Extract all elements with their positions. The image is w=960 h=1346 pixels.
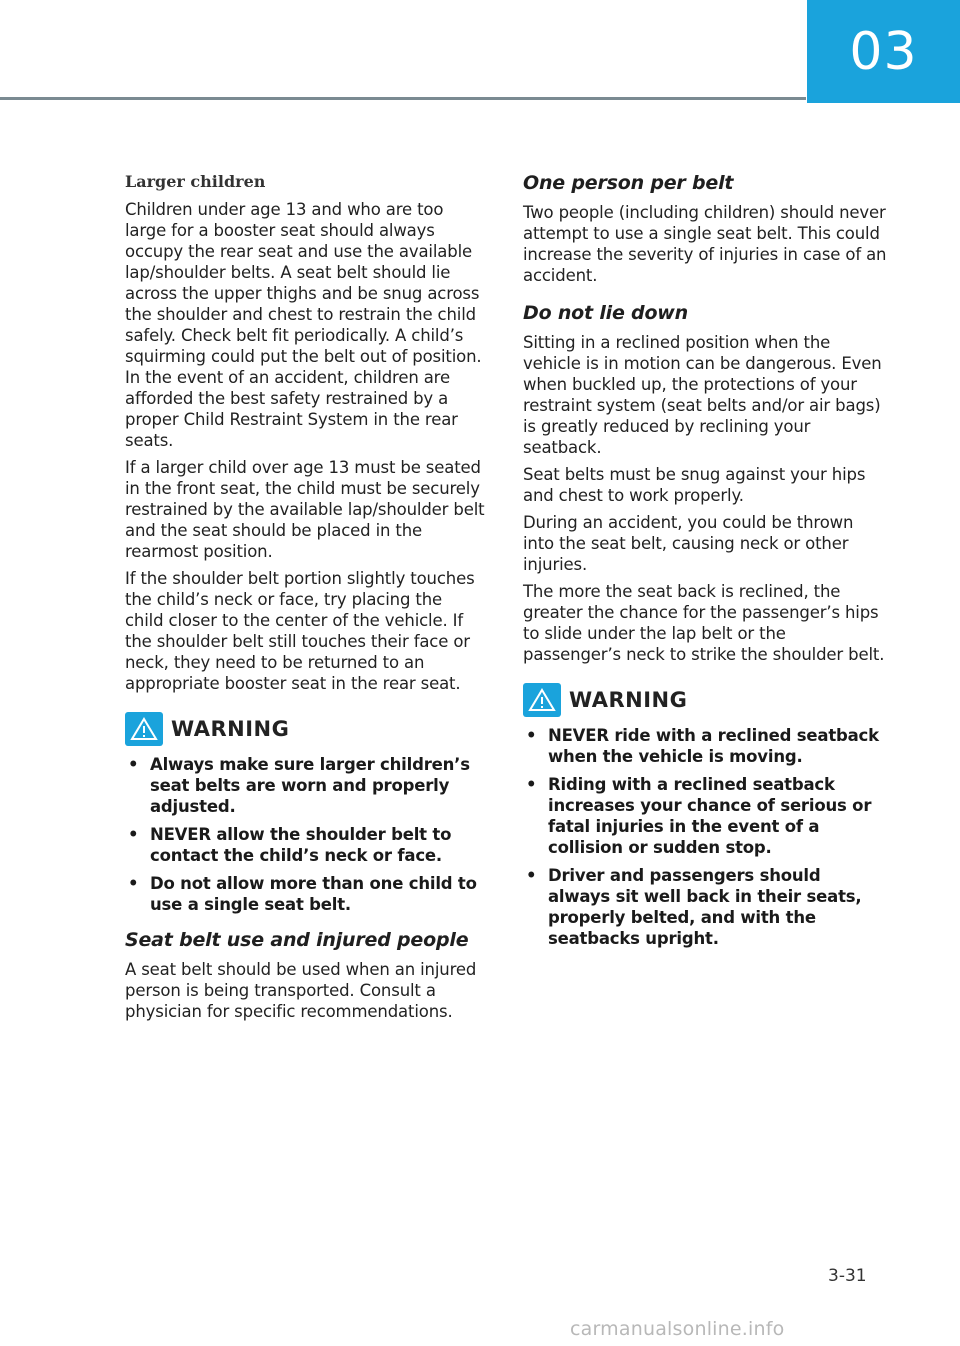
lie-down-heading: Do not lie down bbox=[523, 302, 688, 324]
larger-children-paragraph-3: If the shoulder belt portion slightly touches the child’s neck or face, try placing the child closer to the center of the vehicle. If the shoulder belt still touches their face or neck, they need to be returned to an appropriate booster seat in the rear seat. bbox=[125, 569, 475, 693]
one-person-heading: One person per belt bbox=[523, 172, 734, 194]
injured-heading: Seat belt use and injured people bbox=[125, 929, 469, 951]
warning-item: • Always make sure larger children’s seat belts are worn and properly adjusted. bbox=[128, 755, 470, 816]
lie-down-paragraph-1: Sitting in a reclined position when the vehicle is in motion can be dangerous. Even when buckled up, the protections of your restraint system (seat belts and/or air bags) is greatly reduced by reclining your seatback. bbox=[523, 333, 882, 457]
warning-header-right bbox=[523, 683, 888, 717]
warning-item: • NEVER ride with a reclined seatback when the vehicle is moving. bbox=[526, 726, 879, 766]
warning-header-left bbox=[125, 712, 485, 746]
watermark: carmanualsonline.info bbox=[570, 1318, 785, 1340]
larger-children-paragraph-1: Children under age 13 and who are too large for a booster seat should always occupy the rear seat and use the available lap/shoulder belts. A seat belt should lie across the upper thighs and be snug across the shoulder and chest to restrain the child safely. Check belt fit periodically. A child’s squirming could put the belt out of position. In the event of an accident, children are afforded the best safety restrained by a proper Child Restraint System in the rear seats. bbox=[125, 200, 482, 450]
chapter-tab: 03 bbox=[807, 0, 960, 103]
warning-triangle-icon bbox=[125, 712, 163, 746]
warning-title-right: WARNING bbox=[569, 688, 688, 712]
lie-down-paragraph-3: During an accident, you could be thrown into the seat belt, causing neck or other injuries. bbox=[523, 513, 854, 574]
larger-children-title: Larger children bbox=[125, 172, 266, 191]
warning-item: • Riding with a reclined seatback increases your chance of serious or fatal injuries in the event of a collision or sudden stop. bbox=[526, 775, 872, 857]
warning-item: • NEVER allow the shoulder belt to contact the child’s neck or face. bbox=[128, 825, 452, 865]
injured-paragraph: A seat belt should be used when an injured person is being transported. Consult a physician for specific recommendations. bbox=[125, 960, 477, 1021]
right-column bbox=[523, 172, 888, 959]
warning-list-left bbox=[125, 754, 485, 915]
page-number: 3-31 bbox=[828, 1266, 867, 1286]
warning-title-left: WARNING bbox=[171, 717, 290, 741]
one-person-paragraph: Two people (including children) should never attempt to use a single seat belt. This could increase the severity of injuries in case of an accident. bbox=[523, 203, 887, 285]
header-rule bbox=[0, 97, 806, 100]
left-column bbox=[125, 172, 485, 1028]
warning-item: • Do not allow more than one child to use a single seat belt. bbox=[128, 874, 477, 914]
warning-triangle-icon bbox=[523, 683, 561, 717]
warning-list-right bbox=[523, 725, 888, 949]
warning-item: • Driver and passengers should always sit well back in their seats, properly belted, and with the seatbacks upright. bbox=[526, 866, 862, 948]
lie-down-paragraph-2: Seat belts must be snug against your hips and chest to work properly. bbox=[523, 465, 866, 505]
larger-children-paragraph-2: If a larger child over age 13 must be seated in the front seat, the child must be securely restrained by the available lap/shoulder belt and the seat should be placed in the rearmost position. bbox=[125, 458, 485, 561]
lie-down-paragraph-4: The more the seat back is reclined, the greater the chance for the passenger’s hips to slide under the lap belt or the passenger’s neck to strike the shoulder belt. bbox=[523, 582, 885, 664]
